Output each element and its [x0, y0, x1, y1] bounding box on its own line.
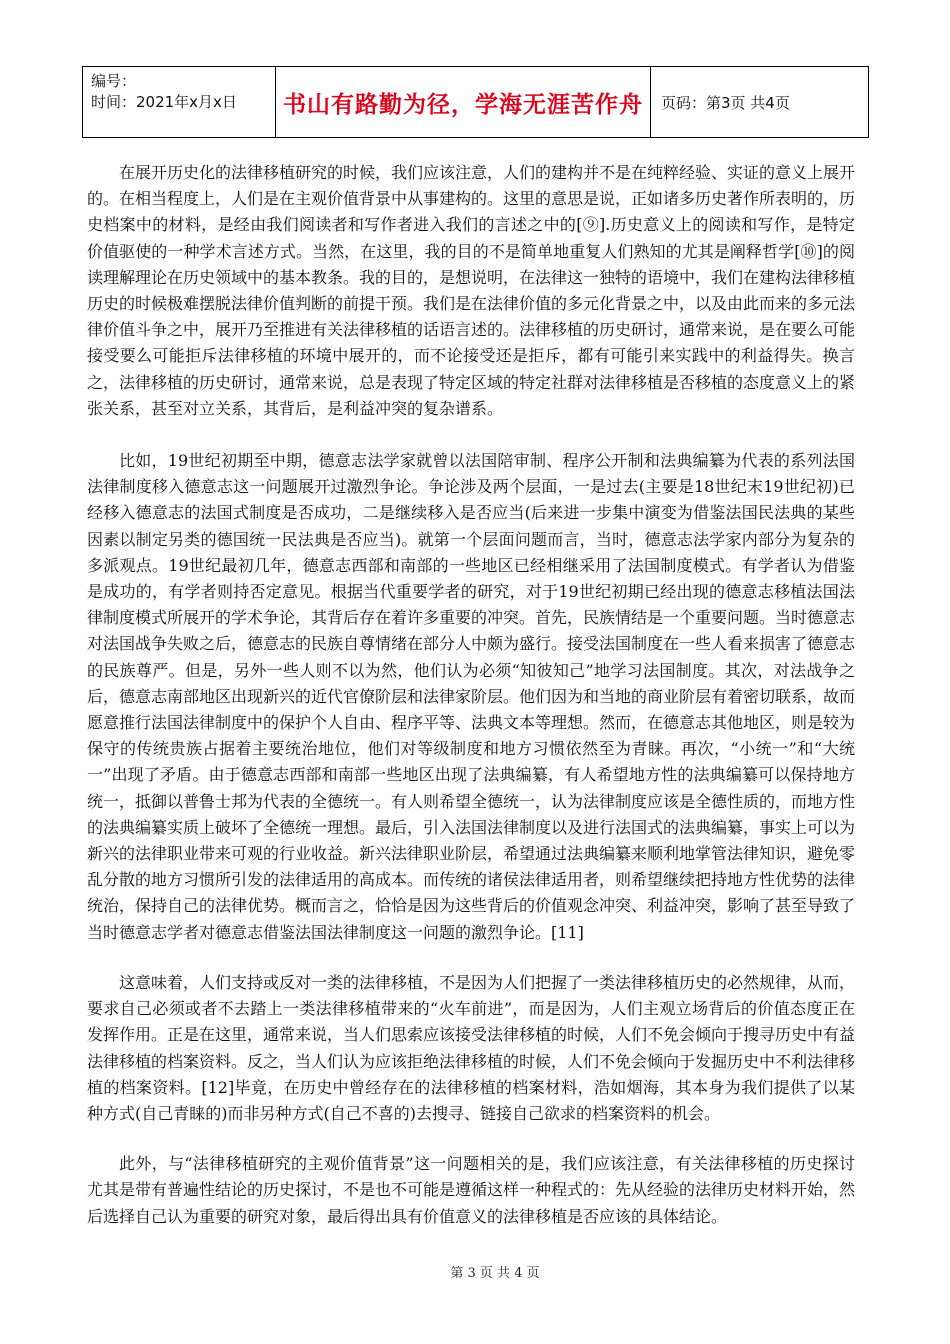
- body-paragraph-1: 在展开历史化的法律移植研究的时候，我们应该注意，人们的建构并不是在纯粹经验、实证的意义上展开的。在相当程度上，人们是在主观价值背景中从事建构的。这里的意思是说，正如诸多历史著作所表明的，历史档案中的材料，是经由我们阅读者和写作者进入我们的言述之中的[⑨].历史意义上的阅读和写作，是特定价值驱使的一种学术言述方式。当然，在这里，我的目的不是简单地重复人们熟知的尤其是阐释哲学[⑩]的阅读理解理论在历史领域中的基本教条。我的目的，是想说明，在法律这一独特的语境中，我们在建构法律移植历史的时候极难摆脱法律价值判断的前提干预。我们是在法律价值的多元化背景之中，以及由此而来的多元法律价值斗争之中，展开乃至推进有关法律移植的话语言述的。法律移植的历史研讨，通常来说，是在要么可能接受要么可能拒斥法律移植的环境中展开的，而不论接受还是拒斥，都有可能引来实践中的利益得失。换言之，法律移植的历史研讨，通常来说，总是表现了特定区域的特定社群对法律移植是否移植的态度意义上的紧张关系，甚至对立关系，其背后，是利益冲突的复杂谱系。: [87, 163, 856, 418]
- body-paragraph-4: 此外，与“法律移植研究的主观价值背景”这一问题相关的是，我们应该注意，有关法律移植的历史探讨尤其是带有普遍性结论的历史探讨，不是也不可能是遵循这样一种程式的：先从经验的法律历史材料开始，然后选择自己认为重要的研究对象，最后得出具有价值意义的法律移植是否应该的具体结论。: [87, 1154, 856, 1226]
- header-motto: 书山有路勤为径，学海无涯苦作舟: [276, 67, 651, 137]
- body-paragraph-3: 这意味着，人们支持或反对一类的法律移植，不是因为人们把握了一类法律移植历史的必然规律，从而，要求自己必须或者不去踏上一类法律移植带来的“火车前进”，而是因为，人们主观立场背后的价值态度正在发挥作用。正是在这里，通常来说，当人们思索应该接受法律移植的时候，人们不免会倾向于搜寻历史中有益法律移植的档案资料。反之，当人们认为应该拒绝法律移植的时候，人们不免会倾向于发掘历史中不利法律移植的档案资料。[12]毕竟，在历史中曾经存在的法律移植的档案材料，浩如烟海，其本身为我们提供了以某种方式(自己青睐的)而非另种方式(自己不喜的)去搜寻、链接自己欲求的档案资料的机会。: [87, 972, 856, 1123]
- page-footer: 第 3 页 共 4 页: [450, 1266, 540, 1281]
- document-number-label: 编号：: [91, 72, 137, 90]
- document-time-label: 时间：2021年x月x日: [91, 93, 237, 111]
- body-paragraph-2: 比如，19世纪初期至中期，德意志法学家就曾以法国陪审制、程序公开制和法典编纂为代表的系列法国法律制度移入德意志这一问题展开过激烈争论。争论涉及两个层面，一是过去(主要是18世纪末19世纪初)已经移入德意志的法国式制度是否成功，二是继续移入是否应当(后来进一步集中演变为借鉴法国民法典的某些因素以制定另类的德国统一民法典是否应当)。就第一个层面问题而言，当时，德意志法学家内部分为复杂的多派观点。19世纪最初几年，德意志西部和南部的一些地区已经相继采用了法国制度模式。有学者认为借鉴是成功的，有学者则持否定意见。根据当代重要学者的研究，对于19世纪初期已经出现的德意志移植法国法律制度模式所展开的学术争论，其背后存在着许多重要的冲突。首先，民族情结是一个重要问题。当时德意志对法国战争失败之后，德意志的民族自尊情绪在部分人中颇为盛行。接受法国制度在一些人看来损害了德意志的民族尊严。但是，另外一些人则不以为然，他们认为必须“知彼知己”地学习法国制度。其次，对法战争之后，德意志南部地区出现新兴的近代官僚阶层和法律家阶层。他们因为和当地的商业阶层有着密切联系，故而愿意推行法国法律制度中的保护个人自由、程序平等、法典文本等理想。然而，在德意志其他地区，则是较为保守的传统贵族占据着主要统治地位，他们对等级制度和地方习惯依然至为青睐。再次，“小统一”和“大统一”出现了矛盾。由于德意志西部和南部一些地区出现了法典编纂，有人希望地方性的法典编纂可以保持地方统一，抵御以普鲁士邦为代表的全德统一。有人则希望全德统一，认为法律制度应该是全德性质的，而地方性的法典编纂实质上破坏了全德统一理想。最后，引入法国法律制度以及进行法国式的法典编纂，事实上可以为新兴的法律职业带来可观的行业收益。新兴法律职业阶层，希望通过法典编纂来顺利地掌管法律知识，避免零乱分散的地方习惯所引发的法律适用的高成本。而传统的诸侯法律适用者，则希望继续把持地方性优势的法律统治，保持自己的法律优势。概而言之，恰恰是因为这些背后的价值观念冲突、利益冲突，影响了甚至导致了当时德意志学者对德意志借鉴法国法律制度这一问题的激烈争论。[11]: [87, 451, 856, 942]
- document-body: [87, 160, 855, 1254]
- page-header: [82, 66, 869, 138]
- header-page-info: 页码：第3页 共4页: [661, 93, 790, 112]
- header-meta: [83, 67, 276, 137]
